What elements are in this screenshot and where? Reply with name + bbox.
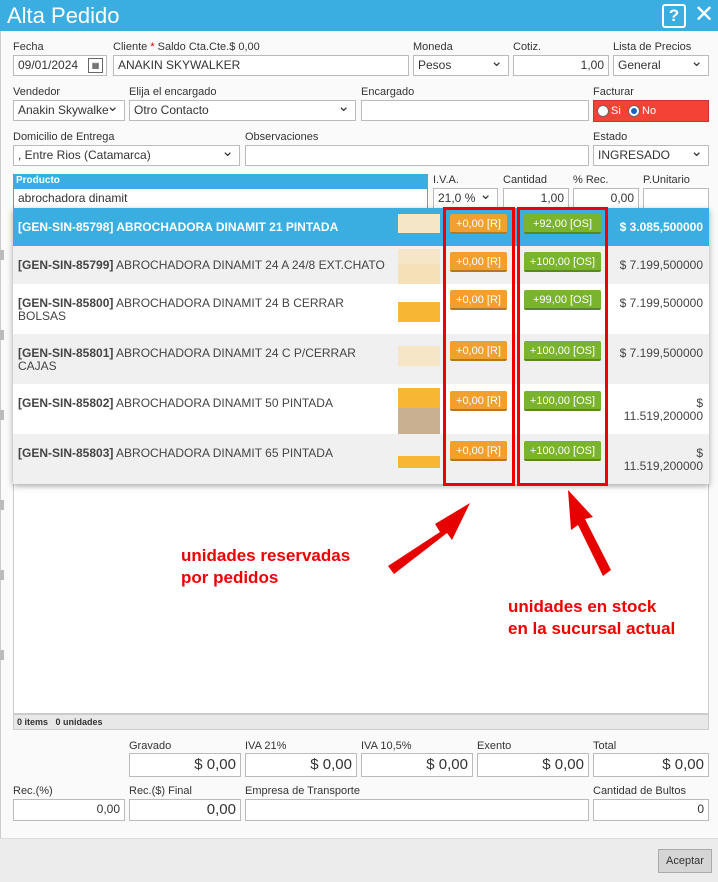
- producto-search-input[interactable]: abrochadora dinamit: [13, 188, 428, 209]
- encargado-select[interactable]: Otro Contacto ⌄: [129, 100, 356, 121]
- iva-label: I.V.A.: [433, 174, 459, 186]
- result-code: [GEN-SIN-85800]: [18, 296, 114, 310]
- price-amount: 11.519,200000: [623, 459, 703, 473]
- total-value: $ 0,00: [593, 753, 709, 777]
- result-price: $ 3.085,500000: [619, 220, 703, 234]
- result-code: [GEN-SIN-85799]: [18, 258, 114, 272]
- result-desc: ABROCHADORA DINAMIT 65 PINTADA: [116, 446, 333, 460]
- fecha-value: 09/01/2024: [18, 58, 79, 72]
- cliente-field[interactable]: ANAKIN SKYWALKER: [113, 55, 409, 76]
- rec-field[interactable]: 0,00: [573, 188, 639, 209]
- result-code: [GEN-SIN-85802]: [18, 396, 114, 410]
- lista-precios-select[interactable]: General ⌄: [613, 55, 709, 76]
- saldo-text: Saldo Cta.Cte.$ 0,00: [157, 41, 260, 53]
- rec-pct-field[interactable]: 0,00: [13, 799, 125, 821]
- required-mark: *: [150, 41, 155, 53]
- reserved-badge[interactable]: +0,00 [R]: [450, 391, 507, 411]
- observaciones-label: Observaciones: [245, 131, 319, 143]
- annotation-stock-line2: en la sucursal actual: [508, 619, 676, 638]
- lista-precios-label: Lista de Precios: [613, 41, 692, 53]
- encargado-label: Encargado: [361, 86, 415, 98]
- total-label: Total: [593, 740, 617, 752]
- window-title: Alta Pedido: [7, 3, 120, 28]
- rec-final-field[interactable]: 0,00: [129, 799, 241, 821]
- moneda-label: Moneda: [413, 41, 453, 53]
- vendedor-label: Vendedor: [13, 86, 61, 98]
- bultos-field[interactable]: 0: [593, 799, 709, 821]
- reserved-badge[interactable]: +0,00 [R]: [450, 441, 507, 461]
- stock-badge[interactable]: +100,00 [OS]: [524, 441, 601, 461]
- calendar-icon[interactable]: ▦: [88, 58, 103, 73]
- iva-select[interactable]: 21,0 % ⌄: [433, 188, 498, 209]
- aceptar-button[interactable]: Aceptar: [658, 849, 712, 873]
- annotation-reserved: [181, 545, 350, 589]
- iva105-label: IVA 10,5%: [361, 740, 412, 752]
- rec-label: % Rec.: [573, 174, 609, 186]
- result-desc: ABROCHADORA DINAMIT 24 A 24/8 EXT.CHATO: [116, 258, 385, 272]
- iva21-value: $ 0,00: [245, 753, 357, 777]
- exento-label: Exento: [477, 740, 512, 752]
- rec-pct-label: Rec.(%): [13, 785, 53, 797]
- vendedor-select[interactable]: Anakin Skywalke ⌄: [13, 100, 125, 121]
- result-desc: ABROCHADORA DINAMIT 50 PINTADA: [116, 396, 333, 410]
- domicilio-label: Domicilio de Entrega: [13, 131, 115, 143]
- gravado-value: $ 0,00: [129, 753, 241, 777]
- annotation-stock: [508, 596, 675, 640]
- result-code: [GEN-SIN-85803]: [18, 446, 114, 460]
- annotation-reserved-line1: unidades reservadas: [181, 546, 351, 565]
- cotiz-field[interactable]: 1,00: [513, 55, 609, 76]
- stock-badge[interactable]: +100,00 [OS]: [524, 252, 601, 272]
- exento-value: $ 0,00: [477, 753, 589, 777]
- reserved-badge[interactable]: +0,00 [R]: [450, 290, 507, 310]
- result-desc: ABROCHADORA DINAMIT 24 C P/CERRAR CAJAS: [18, 346, 356, 373]
- arrow-to-stock: [568, 490, 611, 576]
- producto-label: Producto: [13, 174, 428, 188]
- footer-bar: [0, 838, 718, 882]
- items-count: 0 items: [17, 717, 49, 727]
- gravado-label: Gravado: [129, 740, 172, 752]
- domicilio-select[interactable]: , Entre Rios (Catamarca) ⌄: [13, 145, 240, 166]
- reserved-badge[interactable]: +0,00 [R]: [450, 252, 507, 272]
- cantidad-field[interactable]: 1,00: [503, 188, 569, 209]
- arrow-to-reserved: [388, 503, 470, 574]
- transporte-field[interactable]: [245, 799, 589, 821]
- bultos-label: Cantidad de Bultos: [593, 785, 686, 797]
- result-price: $ 7.199,500000: [619, 258, 703, 272]
- transporte-label: Empresa de Transporte: [245, 785, 360, 797]
- cliente-label-text: Cliente: [113, 41, 148, 53]
- reserved-badge[interactable]: +0,00 [R]: [450, 214, 507, 234]
- result-desc: ABROCHADORA DINAMIT 24 B CERRAR BOLSAS: [18, 296, 344, 323]
- estado-label: Estado: [593, 131, 628, 143]
- fecha-label: Fecha: [13, 41, 44, 53]
- result-code: [GEN-SIN-85801]: [18, 346, 114, 360]
- help-icon[interactable]: ?: [662, 4, 686, 28]
- close-icon[interactable]: ✕: [694, 1, 715, 28]
- annotation-reserved-line2: por pedidos: [181, 568, 279, 587]
- stock-badge[interactable]: +100,00 [OS]: [524, 391, 601, 411]
- stock-badge[interactable]: +100,00 [OS]: [524, 341, 601, 361]
- stock-badge[interactable]: +99,00 [OS]: [524, 290, 601, 310]
- price-currency: $: [696, 446, 703, 460]
- result-price: $ 7.199,500000: [619, 296, 703, 310]
- result-code: [GEN-SIN-85798]: [18, 220, 114, 234]
- moneda-select[interactable]: Pesos ⌄: [413, 55, 509, 76]
- stock-badge[interactable]: +92,00 [OS]: [524, 214, 601, 234]
- result-price: $ 7.199,500000: [619, 346, 703, 360]
- price-currency: $: [696, 396, 703, 410]
- punitario-label: P.Unitario: [643, 174, 690, 186]
- encargado-select-label: Elija el encargado: [129, 86, 217, 98]
- facturar-no-label: No: [642, 105, 657, 117]
- unidades-count: 0 unidades: [55, 717, 103, 727]
- reserved-badge[interactable]: +0,00 [R]: [450, 341, 507, 361]
- facturar-label: Facturar: [593, 86, 634, 98]
- iva21-label: IVA 21%: [245, 740, 287, 752]
- cantidad-label: Cantidad: [503, 174, 548, 186]
- annotation-stock-line1: unidades en stock: [508, 597, 657, 616]
- iva105-value: $ 0,00: [361, 753, 473, 777]
- result-desc: ABROCHADORA DINAMIT 21 PINTADA: [116, 220, 339, 234]
- price-amount: 11.519,200000: [623, 409, 703, 423]
- estado-select[interactable]: INGRESADO ⌄: [593, 145, 709, 166]
- facturar-si-label: Si: [611, 105, 621, 117]
- rec-final-label: Rec.($) Final: [129, 785, 192, 797]
- cotiz-label: Cotiz.: [513, 41, 542, 53]
